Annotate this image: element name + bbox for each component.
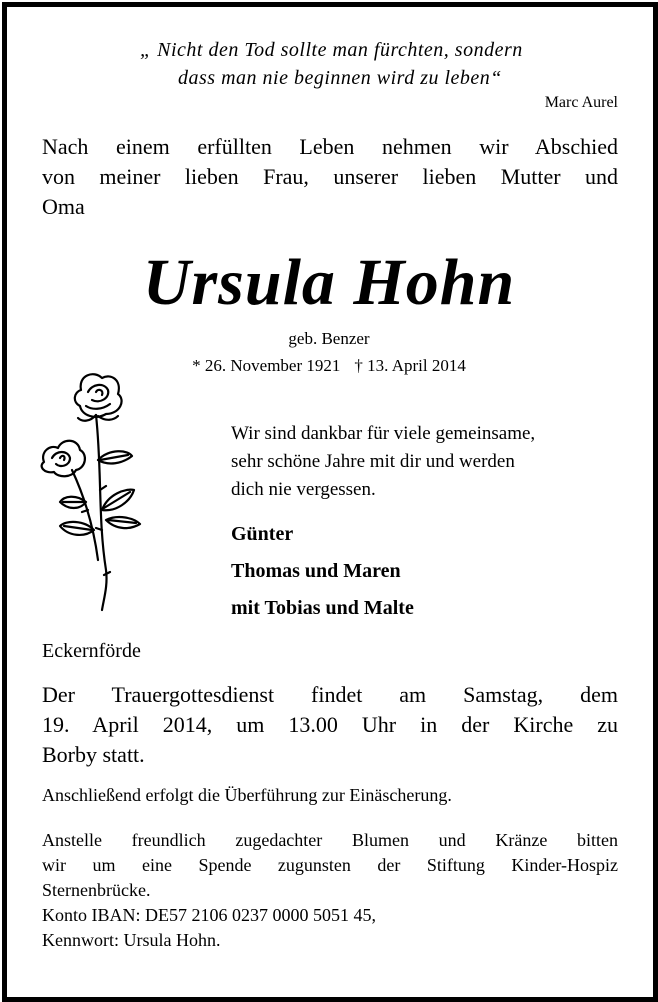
donation-line: Konto IBAN: DE57 2106 0237 0000 5051 45, xyxy=(42,905,376,925)
place: Eckernförde xyxy=(42,640,141,662)
service-line: Borby statt. xyxy=(42,742,145,767)
intro-text xyxy=(42,132,618,222)
thanks-text xyxy=(231,420,631,504)
quote-author: Marc Aurel xyxy=(544,94,618,111)
thanks-line: dich nie vergessen. xyxy=(231,479,376,500)
intro-line: von meiner lieben Frau, unserer lieben Mutter und xyxy=(42,164,618,189)
intro-line: Nach einem erfüllten Leben nehmen wir Abschied xyxy=(42,134,618,159)
transfer-note: Anschließend erfolgt die Überführung zur Einäscherung. xyxy=(42,785,452,805)
intro-line: Oma xyxy=(42,194,85,219)
thanks-line: sehr schöne Jahre mit dir und werden xyxy=(231,451,515,472)
family-signatures xyxy=(231,516,631,627)
service-line: 19. April 2014, um 13.00 Uhr in der Kirche zu xyxy=(42,712,618,737)
family-member: Günter xyxy=(231,523,294,545)
family-member: mit Tobias und Malte xyxy=(231,597,414,619)
donation-line: Anstelle freundlich zugedachter Blumen und Kränze bitten xyxy=(42,830,618,850)
birth-date: * 26. November 1921 xyxy=(192,356,341,375)
quote-line: dass man nie beginnen wird zu leben“ xyxy=(178,67,502,89)
thanks-line: Wir sind dankbar für viele gemeinsame, xyxy=(231,423,536,444)
donation-line: wir um eine Spende zugunsten der Stiftung Kinder-Hospiz xyxy=(42,855,618,875)
family-member: Thomas und Maren xyxy=(231,560,401,582)
rose-icon xyxy=(36,370,154,615)
quote-line: „ Nicht den Tod sollte man fürchten, sondern xyxy=(140,39,523,61)
death-date: † 13. April 2014 xyxy=(354,356,466,375)
service-line: Der Trauergottesdienst findet am Samstag, dem xyxy=(42,682,618,707)
deceased-name: Ursula Hohn xyxy=(142,246,516,319)
service-info xyxy=(42,680,618,770)
maiden-name: geb. Benzer xyxy=(288,329,370,348)
donation-line: Sternenbrücke. xyxy=(42,880,151,900)
donation-info xyxy=(42,828,618,953)
quote xyxy=(140,36,618,92)
donation-line: Kennwort: Ursula Hohn. xyxy=(42,930,221,950)
